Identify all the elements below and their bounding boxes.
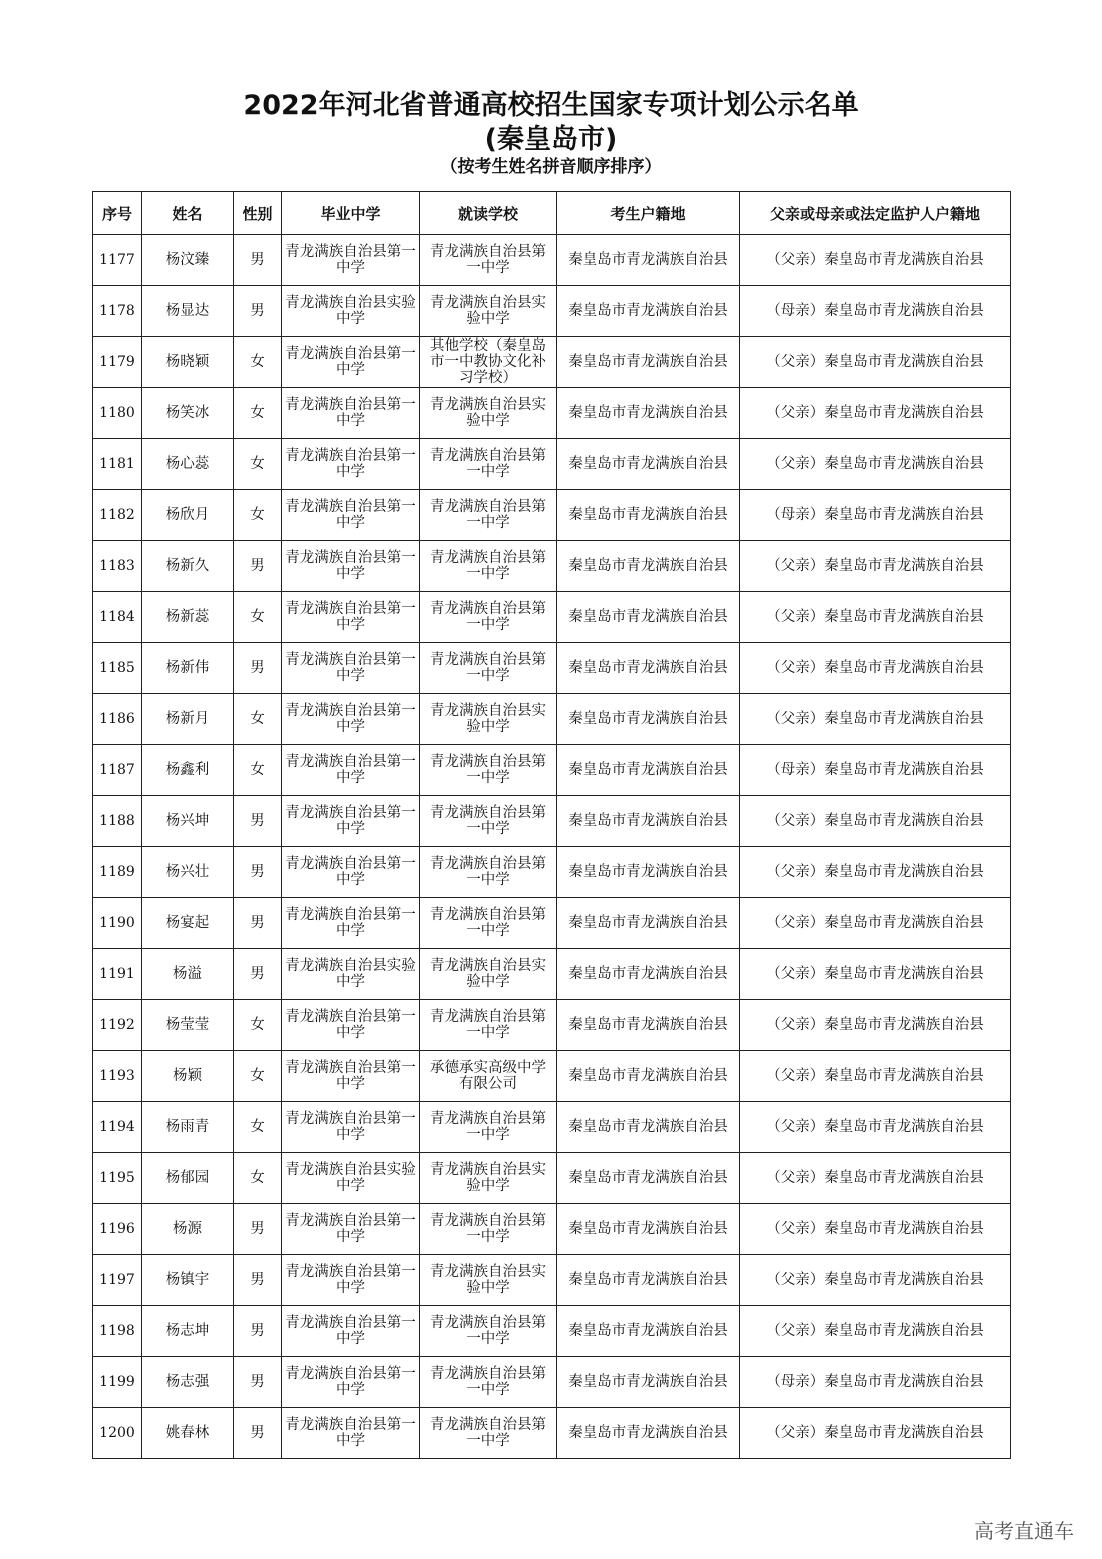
- cell-current-school: 青龙满族自治县实验中学: [420, 694, 557, 745]
- cell-graduation-school: 青龙满族自治县第一中学: [282, 1051, 420, 1102]
- cell-graduation-school: 青龙满族自治县第一中学: [282, 235, 420, 286]
- cell-seq: 1200: [93, 1408, 142, 1459]
- cell-guardian-registration: （父亲）秦皇岛市青龙满族自治县: [740, 235, 1011, 286]
- cell-graduation-school: 青龙满族自治县第一中学: [282, 388, 420, 439]
- cell-gender: 男: [234, 643, 282, 694]
- cell-seq: 1192: [93, 1000, 142, 1051]
- cell-graduation-school: 青龙满族自治县第一中学: [282, 1357, 420, 1408]
- cell-name: 杨兴坤: [142, 796, 234, 847]
- cell-name: 姚春林: [142, 1408, 234, 1459]
- cell-gender: 女: [234, 745, 282, 796]
- cell-household-registration: 秦皇岛市青龙满族自治县: [557, 643, 740, 694]
- cell-household-registration: 秦皇岛市青龙满族自治县: [557, 1306, 740, 1357]
- cell-current-school: 青龙满族自治县实验中学: [420, 949, 557, 1000]
- cell-current-school: 青龙满族自治县第一中学: [420, 235, 557, 286]
- cell-seq: 1177: [93, 235, 142, 286]
- cell-seq: 1188: [93, 796, 142, 847]
- cell-gender: 女: [234, 592, 282, 643]
- cell-gender: 男: [234, 847, 282, 898]
- cell-household-registration: 秦皇岛市青龙满族自治县: [557, 1000, 740, 1051]
- cell-guardian-registration: （父亲）秦皇岛市青龙满族自治县: [740, 1153, 1011, 1204]
- cell-seq: 1179: [93, 337, 142, 388]
- cell-seq: 1181: [93, 439, 142, 490]
- cell-guardian-registration: （母亲）秦皇岛市青龙满族自治县: [740, 490, 1011, 541]
- table-row: [93, 949, 1011, 1000]
- table-body: [93, 235, 1011, 1459]
- cell-gender: 女: [234, 439, 282, 490]
- cell-guardian-registration: （父亲）秦皇岛市青龙满族自治县: [740, 337, 1011, 388]
- table-row: [93, 337, 1011, 388]
- cell-current-school: 青龙满族自治县第一中学: [420, 1357, 557, 1408]
- cell-seq: 1185: [93, 643, 142, 694]
- cell-seq: 1199: [93, 1357, 142, 1408]
- cell-current-school: 青龙满族自治县第一中学: [420, 592, 557, 643]
- cell-household-registration: 秦皇岛市青龙满族自治县: [557, 286, 740, 337]
- cell-current-school: 青龙满族自治县第一中学: [420, 847, 557, 898]
- cell-name: 杨新蕊: [142, 592, 234, 643]
- cell-household-registration: 秦皇岛市青龙满族自治县: [557, 1255, 740, 1306]
- cell-seq: 1180: [93, 388, 142, 439]
- cell-guardian-registration: （父亲）秦皇岛市青龙满族自治县: [740, 592, 1011, 643]
- cell-household-registration: 秦皇岛市青龙满族自治县: [557, 1153, 740, 1204]
- cell-name: 杨汶臻: [142, 235, 234, 286]
- sort-note: （按考生姓名拼音顺序排序）: [440, 157, 662, 177]
- cell-graduation-school: 青龙满族自治县第一中学: [282, 1102, 420, 1153]
- cell-guardian-registration: （父亲）秦皇岛市青龙满族自治县: [740, 898, 1011, 949]
- cell-current-school: 青龙满族自治县第一中学: [420, 1306, 557, 1357]
- cell-guardian-registration: （父亲）秦皇岛市青龙满族自治县: [740, 796, 1011, 847]
- cell-current-school: 青龙满族自治县实验中学: [420, 1255, 557, 1306]
- cell-name: 杨新月: [142, 694, 234, 745]
- table-row: [93, 1306, 1011, 1357]
- table-row: [93, 235, 1011, 286]
- cell-current-school: 青龙满族自治县第一中学: [420, 439, 557, 490]
- cell-graduation-school: 青龙满族自治县第一中学: [282, 1408, 420, 1459]
- cell-current-school: 青龙满族自治县第一中学: [420, 490, 557, 541]
- cell-gender: 男: [234, 1255, 282, 1306]
- cell-graduation-school: 青龙满族自治县第一中学: [282, 1000, 420, 1051]
- cell-graduation-school: 青龙满族自治县第一中学: [282, 745, 420, 796]
- cell-seq: 1193: [93, 1051, 142, 1102]
- cell-gender: 女: [234, 694, 282, 745]
- cell-household-registration: 秦皇岛市青龙满族自治县: [557, 541, 740, 592]
- cell-household-registration: 秦皇岛市青龙满族自治县: [557, 1102, 740, 1153]
- cell-gender: 男: [234, 1204, 282, 1255]
- cell-current-school: 承德承实高级中学有限公司: [420, 1051, 557, 1102]
- cell-gender: 男: [234, 949, 282, 1000]
- cell-guardian-registration: （父亲）秦皇岛市青龙满族自治县: [740, 1204, 1011, 1255]
- cell-gender: 男: [234, 1306, 282, 1357]
- cell-household-registration: 秦皇岛市青龙满族自治县: [557, 337, 740, 388]
- cell-guardian-registration: （父亲）秦皇岛市青龙满族自治县: [740, 1255, 1011, 1306]
- cell-household-registration: 秦皇岛市青龙满族自治县: [557, 1357, 740, 1408]
- header-current-school: 就读学校: [420, 192, 557, 235]
- cell-name: 杨溢: [142, 949, 234, 1000]
- cell-graduation-school: 青龙满族自治县第一中学: [282, 1306, 420, 1357]
- cell-name: 杨莹莹: [142, 1000, 234, 1051]
- table-row: [93, 439, 1011, 490]
- cell-gender: 女: [234, 337, 282, 388]
- cell-seq: 1186: [93, 694, 142, 745]
- table-row: [93, 1357, 1011, 1408]
- cell-name: 杨欣月: [142, 490, 234, 541]
- cell-current-school: 青龙满族自治县第一中学: [420, 1408, 557, 1459]
- cell-guardian-registration: （父亲）秦皇岛市青龙满族自治县: [740, 439, 1011, 490]
- cell-household-registration: 秦皇岛市青龙满族自治县: [557, 1408, 740, 1459]
- cell-graduation-school: 青龙满族自治县第一中学: [282, 1255, 420, 1306]
- cell-guardian-registration: （父亲）秦皇岛市青龙满族自治县: [740, 847, 1011, 898]
- cell-household-registration: 秦皇岛市青龙满族自治县: [557, 592, 740, 643]
- cell-graduation-school: 青龙满族自治县第一中学: [282, 541, 420, 592]
- cell-guardian-registration: （父亲）秦皇岛市青龙满族自治县: [740, 949, 1011, 1000]
- cell-graduation-school: 青龙满族自治县第一中学: [282, 694, 420, 745]
- cell-name: 杨志强: [142, 1357, 234, 1408]
- table-row: [93, 1000, 1011, 1051]
- cell-gender: 男: [234, 796, 282, 847]
- cell-seq: 1191: [93, 949, 142, 1000]
- cell-seq: 1178: [93, 286, 142, 337]
- cell-name: 杨源: [142, 1204, 234, 1255]
- cell-name: 杨郁园: [142, 1153, 234, 1204]
- cell-household-registration: 秦皇岛市青龙满族自治县: [557, 745, 740, 796]
- cell-seq: 1190: [93, 898, 142, 949]
- cell-graduation-school: 青龙满族自治县第一中学: [282, 490, 420, 541]
- cell-household-registration: 秦皇岛市青龙满族自治县: [557, 235, 740, 286]
- cell-guardian-registration: （父亲）秦皇岛市青龙满族自治县: [740, 1408, 1011, 1459]
- cell-guardian-registration: （父亲）秦皇岛市青龙满族自治县: [740, 1102, 1011, 1153]
- cell-current-school: 青龙满族自治县实验中学: [420, 1153, 557, 1204]
- cell-guardian-registration: （母亲）秦皇岛市青龙满族自治县: [740, 286, 1011, 337]
- cell-current-school: 青龙满族自治县第一中学: [420, 1102, 557, 1153]
- header-household-registration: 考生户籍地: [557, 192, 740, 235]
- cell-seq: 1187: [93, 745, 142, 796]
- cell-household-registration: 秦皇岛市青龙满族自治县: [557, 490, 740, 541]
- cell-guardian-registration: （父亲）秦皇岛市青龙满族自治县: [740, 694, 1011, 745]
- table-row: [93, 388, 1011, 439]
- cell-gender: 女: [234, 490, 282, 541]
- cell-gender: 男: [234, 898, 282, 949]
- cell-current-school: 青龙满族自治县第一中学: [420, 745, 557, 796]
- cell-seq: 1196: [93, 1204, 142, 1255]
- cell-gender: 女: [234, 1051, 282, 1102]
- cell-name: 杨雨青: [142, 1102, 234, 1153]
- table-row: [93, 1255, 1011, 1306]
- cell-gender: 男: [234, 235, 282, 286]
- cell-guardian-registration: （父亲）秦皇岛市青龙满族自治县: [740, 643, 1011, 694]
- table-row: [93, 490, 1011, 541]
- cell-name: 杨显达: [142, 286, 234, 337]
- cell-name: 杨宴起: [142, 898, 234, 949]
- header-graduation-school: 毕业中学: [282, 192, 420, 235]
- table-row: [93, 694, 1011, 745]
- table-header-row: [93, 192, 1011, 235]
- cell-current-school: 其他学校（秦皇岛市一中教协文化补习学校）: [420, 337, 557, 388]
- table-row: [93, 1153, 1011, 1204]
- cell-name: 杨镇宇: [142, 1255, 234, 1306]
- header-guardian-registration: 父亲或母亲或法定监护人户籍地: [740, 192, 1011, 235]
- cell-current-school: 青龙满族自治县第一中学: [420, 796, 557, 847]
- cell-gender: 男: [234, 1408, 282, 1459]
- table-row: [93, 796, 1011, 847]
- cell-household-registration: 秦皇岛市青龙满族自治县: [557, 796, 740, 847]
- cell-gender: 女: [234, 1000, 282, 1051]
- cell-graduation-school: 青龙满族自治县实验中学: [282, 286, 420, 337]
- cell-household-registration: 秦皇岛市青龙满族自治县: [557, 439, 740, 490]
- cell-graduation-school: 青龙满族自治县第一中学: [282, 898, 420, 949]
- cell-guardian-registration: （父亲）秦皇岛市青龙满族自治县: [740, 541, 1011, 592]
- cell-seq: 1184: [93, 592, 142, 643]
- cell-current-school: 青龙满族自治县实验中学: [420, 388, 557, 439]
- cell-name: 杨新伟: [142, 643, 234, 694]
- table-row: [93, 1204, 1011, 1255]
- table-row: [93, 1102, 1011, 1153]
- cell-gender: 男: [234, 286, 282, 337]
- cell-current-school: 青龙满族自治县实验中学: [420, 286, 557, 337]
- cell-household-registration: 秦皇岛市青龙满族自治县: [557, 949, 740, 1000]
- roster-table: [92, 191, 1011, 1459]
- cell-household-registration: 秦皇岛市青龙满族自治县: [557, 898, 740, 949]
- table-row: [93, 1408, 1011, 1459]
- cell-current-school: 青龙满族自治县第一中学: [420, 541, 557, 592]
- cell-household-registration: 秦皇岛市青龙满族自治县: [557, 1204, 740, 1255]
- cell-graduation-school: 青龙满族自治县实验中学: [282, 949, 420, 1000]
- cell-current-school: 青龙满族自治县第一中学: [420, 643, 557, 694]
- table-row: [93, 643, 1011, 694]
- header-seq: 序号: [93, 192, 142, 235]
- cell-gender: 女: [234, 1153, 282, 1204]
- cell-household-registration: 秦皇岛市青龙满族自治县: [557, 388, 740, 439]
- cell-graduation-school: 青龙满族自治县第一中学: [282, 337, 420, 388]
- table-row: [93, 847, 1011, 898]
- cell-gender: 男: [234, 541, 282, 592]
- cell-guardian-registration: （母亲）秦皇岛市青龙满族自治县: [740, 1357, 1011, 1408]
- watermark: 高考直通车: [974, 1519, 1074, 1543]
- document-title: 2022年河北省普通高校招生国家专项计划公示名单: [243, 90, 859, 121]
- cell-name: 杨笑冰: [142, 388, 234, 439]
- cell-current-school: 青龙满族自治县第一中学: [420, 1204, 557, 1255]
- cell-graduation-school: 青龙满族自治县第一中学: [282, 643, 420, 694]
- cell-guardian-registration: （父亲）秦皇岛市青龙满族自治县: [740, 1000, 1011, 1051]
- table-row: [93, 745, 1011, 796]
- table-row: [93, 1051, 1011, 1102]
- header-name: 姓名: [142, 192, 234, 235]
- cell-seq: 1182: [93, 490, 142, 541]
- cell-name: 杨兴壮: [142, 847, 234, 898]
- cell-graduation-school: 青龙满族自治县第一中学: [282, 1204, 420, 1255]
- cell-seq: 1194: [93, 1102, 142, 1153]
- cell-gender: 女: [234, 388, 282, 439]
- document-subtitle: (秦皇岛市): [484, 124, 618, 155]
- cell-name: 杨志坤: [142, 1306, 234, 1357]
- cell-graduation-school: 青龙满族自治县实验中学: [282, 1153, 420, 1204]
- cell-graduation-school: 青龙满族自治县第一中学: [282, 592, 420, 643]
- cell-guardian-registration: （父亲）秦皇岛市青龙满族自治县: [740, 388, 1011, 439]
- cell-graduation-school: 青龙满族自治县第一中学: [282, 796, 420, 847]
- cell-seq: 1195: [93, 1153, 142, 1204]
- cell-name: 杨颖: [142, 1051, 234, 1102]
- cell-current-school: 青龙满族自治县第一中学: [420, 1000, 557, 1051]
- cell-name: 杨新久: [142, 541, 234, 592]
- cell-guardian-registration: （父亲）秦皇岛市青龙满族自治县: [740, 1051, 1011, 1102]
- cell-seq: 1197: [93, 1255, 142, 1306]
- cell-seq: 1189: [93, 847, 142, 898]
- cell-guardian-registration: （母亲）秦皇岛市青龙满族自治县: [740, 745, 1011, 796]
- table-row: [93, 592, 1011, 643]
- table-row: [93, 898, 1011, 949]
- cell-name: 杨鑫利: [142, 745, 234, 796]
- cell-household-registration: 秦皇岛市青龙满族自治县: [557, 1051, 740, 1102]
- header-gender: 性别: [234, 192, 282, 235]
- cell-name: 杨晓颖: [142, 337, 234, 388]
- cell-guardian-registration: （父亲）秦皇岛市青龙满族自治县: [740, 1306, 1011, 1357]
- cell-gender: 女: [234, 1102, 282, 1153]
- cell-seq: 1198: [93, 1306, 142, 1357]
- cell-current-school: 青龙满族自治县第一中学: [420, 898, 557, 949]
- cell-seq: 1183: [93, 541, 142, 592]
- cell-graduation-school: 青龙满族自治县第一中学: [282, 847, 420, 898]
- cell-name: 杨心蕊: [142, 439, 234, 490]
- cell-gender: 男: [234, 1357, 282, 1408]
- cell-graduation-school: 青龙满族自治县第一中学: [282, 439, 420, 490]
- table-row: [93, 286, 1011, 337]
- table-row: [93, 541, 1011, 592]
- cell-household-registration: 秦皇岛市青龙满族自治县: [557, 694, 740, 745]
- cell-household-registration: 秦皇岛市青龙满族自治县: [557, 847, 740, 898]
